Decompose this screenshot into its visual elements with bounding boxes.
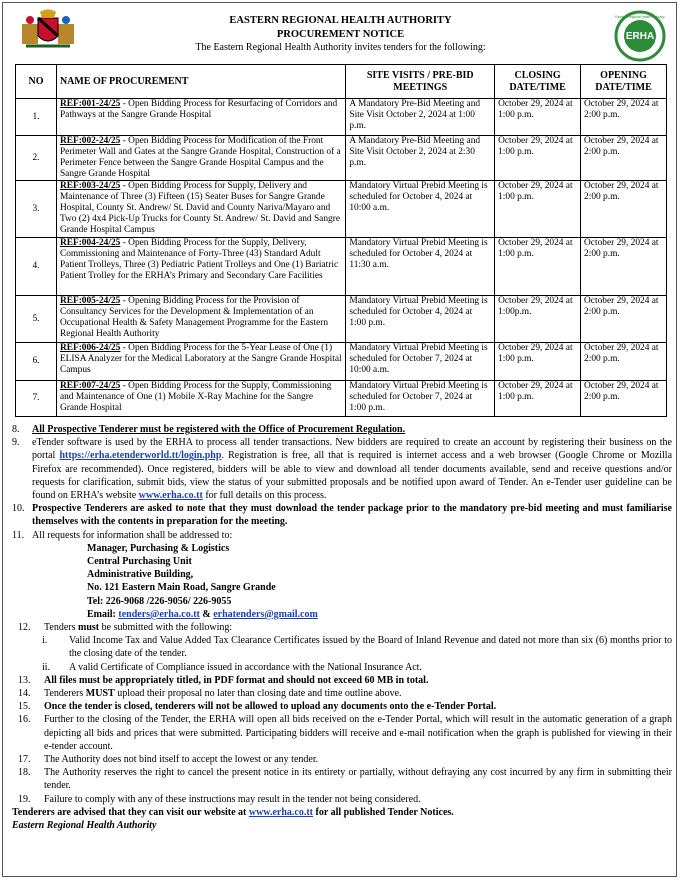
procurement-name (56, 181, 345, 238)
procurement-description: - Open Bidding Process for the 5-Year Lease of One (1) ELISA Analyzer for the Medical Laboratory at the Sangre Grande Hospital Campus (59, 343, 342, 375)
closing-date: October 29, 2024 at 1:00p.m. (495, 296, 581, 343)
procurement-name (56, 136, 345, 181)
closing-date: October 29, 2024 at 1:00 p.m. (495, 343, 581, 381)
header-closing: CLOSING DATE/TIME (495, 65, 581, 99)
row-number: 7. (16, 381, 57, 417)
note-14: 14. Tenderers MUST upload their proposal no later than closing date and time outline above. (18, 688, 402, 700)
ref-number: REF:003-24/25 (59, 181, 121, 191)
table-row (16, 238, 667, 296)
site-visit: Mandatory Virtual Prebid Meeting is scheduled for October 4, 2024 at 10:00 a.m. (346, 181, 495, 238)
note-8: 8. All Prospective Tenderer must be registered with the Office of Procurement Regulation. (12, 424, 406, 435)
header-name: NAME OF PROCUREMENT (56, 65, 345, 99)
email-gmail-link[interactable]: erhatenders@gmail.com (213, 608, 318, 620)
site-visit: A Mandatory Pre-Bid Meeting and Site Visit October 2, 2024 at 1:00 p.m. (346, 99, 495, 136)
row-number: 3. (16, 181, 57, 238)
ref-number: REF:006-24/25 (59, 343, 121, 353)
erha-website-link[interactable]: www.erha.co.tt (138, 490, 203, 502)
note-13: 13. All files must be appropriately titled, in PDF format and should not exceed 60 MB in total. (18, 674, 429, 686)
closing-date: October 29, 2024 at 1:00 p.m. (495, 381, 581, 417)
row-number: 4. (16, 238, 57, 296)
ref-number: REF:005-24/25 (59, 296, 121, 306)
site-visit: Mandatory Virtual Prebid Meeting is scheduled for October 4, 2024 at 1:00 p.m. (346, 296, 495, 343)
procurement-description: - Open Bidding Process for Modification of the Front Perimeter Wall and Gates at the Sangre Grande Hospital, Construction of a Perimeter Fence between the Sangre Grande Hospital Campus and the Sangre Grande Hospital (59, 136, 341, 179)
signature: Eastern Regional Health Authority (12, 820, 157, 832)
procurement-name (56, 99, 345, 136)
note-12: 12. Tenders must be submitted with the following: (18, 622, 233, 634)
procurement-description: - Open Bidding Process for Resurfacing of Corridors and Pathways at the Sangre Grande Hospital (59, 99, 338, 120)
tender-notes (12, 423, 672, 832)
table-header-row (16, 65, 667, 99)
row-number: 1. (16, 99, 57, 136)
table-row (16, 296, 667, 343)
erha-logo (614, 10, 666, 62)
row-number: 5. (16, 296, 57, 343)
closing-date: October 29, 2024 at 1:00 p.m. (495, 238, 581, 296)
procurement-description: - Open Bidding Process for the Supply, Delivery, Commissioning and Maintenance of Forty-Three (43) Standard Adult Patient Trolleys, Three (3) Pediatric Patient Trolleys and One (1) Bariatric Patient Trolley for the ERHA’s Primary and Secondary Care Facilities (59, 238, 339, 281)
procurement-description: - Open Bidding Process for Supply, Delivery and Maintenance of Three (3) Fifteen (15) Seater Buses for Sangre Grande Hospital, County St. Andrew/ St. David and County Nariva/Mayaro and Two (2) 4x4 Pick-Up Trucks for County St. Andrew/ St. David and Sangre Grande Hospital Campus (59, 181, 340, 235)
erha-logo-text: ERHA (625, 31, 655, 42)
site-visit: Mandatory Virtual Prebid Meeting is scheduled for October 7, 2024 at 1:00 p.m. (346, 381, 495, 417)
header-site: SITE VISITS / PRE-BID MEETINGS (346, 65, 495, 99)
site-visit: Mandatory Virtual Prebid Meeting is scheduled for October 7, 2024 at 10:00 a.m. (346, 343, 495, 381)
opening-date: October 29, 2024 at 2:00 p.m. (581, 343, 667, 381)
closing-date: October 29, 2024 at 1:00 p.m. (495, 99, 581, 136)
note-15: 15. Once the tender is closed, tenderers will not be allowed to upload any documents onto the e-Tender Portal. (18, 701, 497, 713)
footer-advice: Tenderers are advised that they can visit our website at www.erha.co.tt for all published Tender Notices. (12, 806, 454, 818)
erha-logo-ring-text: Eastern Regional Health Authority (615, 15, 665, 19)
note-17: 17. The Authority does not bind itself to accept the lowest or any tender. (18, 754, 319, 766)
intro-text: The Eastern Regional Health Authority invites tenders for the following: (195, 42, 486, 53)
header-no: NO (16, 65, 57, 99)
site-visit: A Mandatory Pre-Bid Meeting and Site Visit October 2, 2024 at 2:30 p.m. (346, 136, 495, 181)
opening-date: October 29, 2024 at 2:00 p.m. (581, 99, 667, 136)
note-12-ii: ii. A valid Certificate of Compliance issued in accordance with the National Insurance Act. (42, 661, 422, 673)
procurement-description: - Open Bidding Process for the Supply, Commissioning and Maintenance of One (1) Mobile X-Ray Machine for the Sangre Grande Hospital (59, 381, 332, 413)
closing-date: October 29, 2024 at 1:00 p.m. (495, 181, 581, 238)
ref-number: REF:007-24/25 (59, 381, 121, 391)
procurement-name (56, 296, 345, 343)
notice-title: PROCUREMENT NOTICE (276, 29, 405, 40)
note-11: 11. All requests for information shall be addressed to: (12, 529, 233, 541)
table-row (16, 181, 667, 238)
opening-date: October 29, 2024 at 2:00 p.m. (581, 296, 667, 343)
contact-address: Manager, Purchasing & Logistics Central Purchasing Unit Administrative Building, No. 121 Eastern Main Road, Sangre Grande Tel: 226-9068 /226-9056/ 226-9055 Email: tenders@erha.co.tt & erhatenders@gmail.com (87, 542, 318, 620)
note-18: 18. The Authority reserves the right to cancel the present notice in its entirety or partially, without defraying any cost incurred by any firm in submitting their tender. (18, 767, 672, 792)
note-19: 19. Failure to comply with any of these instructions may result in the tender not being considered. (18, 793, 421, 805)
table-row (16, 381, 667, 417)
note-16: 16. Further to the closing of the Tender, the ERHA will open all bids received on the e-Tender Portal, which will result in the automatic generation of a graph depicting all bids and prices that were submitted. Participating bidders will receive and e-mail notification when the graph is published for viewing in their e-tender account. (18, 714, 672, 752)
site-visit: Mandatory Virtual Prebid Meeting is scheduled for October 4, 2024 at 11:30 a.m. (346, 238, 495, 296)
procurement-name (56, 381, 345, 417)
email-tenders-link[interactable]: tenders@erha.co.tt (118, 608, 200, 620)
header-opening: OPENING DATE/TIME (581, 65, 667, 99)
table-row (16, 136, 667, 181)
table-row (16, 99, 667, 136)
closing-date: October 29, 2024 at 1:00 p.m. (495, 136, 581, 181)
note-9: 9. eTender software is used by the ERHA to process all tender transactions. New bidders are required to create an account by registering their business on the portal https://erha.etenderworld.tt/login.php. Registration is free, all that is required is internet access and a web browser (Google Chrome or Mozilla Firefox are recommended). Once registered, bidders will be able to view and download all tender documents available, send and receive questions and/or requests for clarification, submit bids, view the status of your submitted proposals and be notified upon award of Tender. An e-Tender user guideline can be found on ERHA’s website www.erha.co.tt for full details on this process. (12, 437, 673, 502)
procurement-table (15, 64, 667, 417)
ref-number: REF:004-24/25 (59, 238, 121, 248)
procurement-name (56, 238, 345, 296)
row-number: 2. (16, 136, 57, 181)
org-title: EASTERN REGIONAL HEALTH AUTHORITY (229, 15, 452, 26)
procurement-name (56, 343, 345, 381)
opening-date: October 29, 2024 at 2:00 p.m. (581, 181, 667, 238)
opening-date: October 29, 2024 at 2:00 p.m. (581, 136, 667, 181)
ref-number: REF:001-24/25 (59, 99, 121, 109)
row-number: 6. (16, 343, 57, 381)
note-10: 10. Prospective Tenderers are asked to note that they must download the tender package prior to the mandatory pre-bid meeting and must familiarise themselves with the contents in preparation for the meeting. (12, 503, 672, 528)
opening-date: October 29, 2024 at 2:00 p.m. (581, 238, 667, 296)
procurement-description: - Opening Bidding Process for the Provision of Consultancy Services for the Development & Implementation of an Occupational Health & Safety Management Programme for the Eastern Regional Health Authority (59, 296, 329, 339)
notice-header (0, 0, 681, 66)
table-row (16, 343, 667, 381)
etender-portal-link[interactable]: https://erha.etenderworld.tt/login.php (59, 450, 222, 462)
footer-website-link[interactable]: www.erha.co.tt (248, 806, 314, 818)
note-12-i: i. Valid Income Tax and Value Added Tax Clearance Certificates issued by the Board of Inland Revenue and dated not more than six (6) months prior to the closing date of the tender. (42, 635, 672, 660)
opening-date: October 29, 2024 at 2:00 p.m. (581, 381, 667, 417)
ref-number: REF:002-24/25 (59, 136, 121, 146)
